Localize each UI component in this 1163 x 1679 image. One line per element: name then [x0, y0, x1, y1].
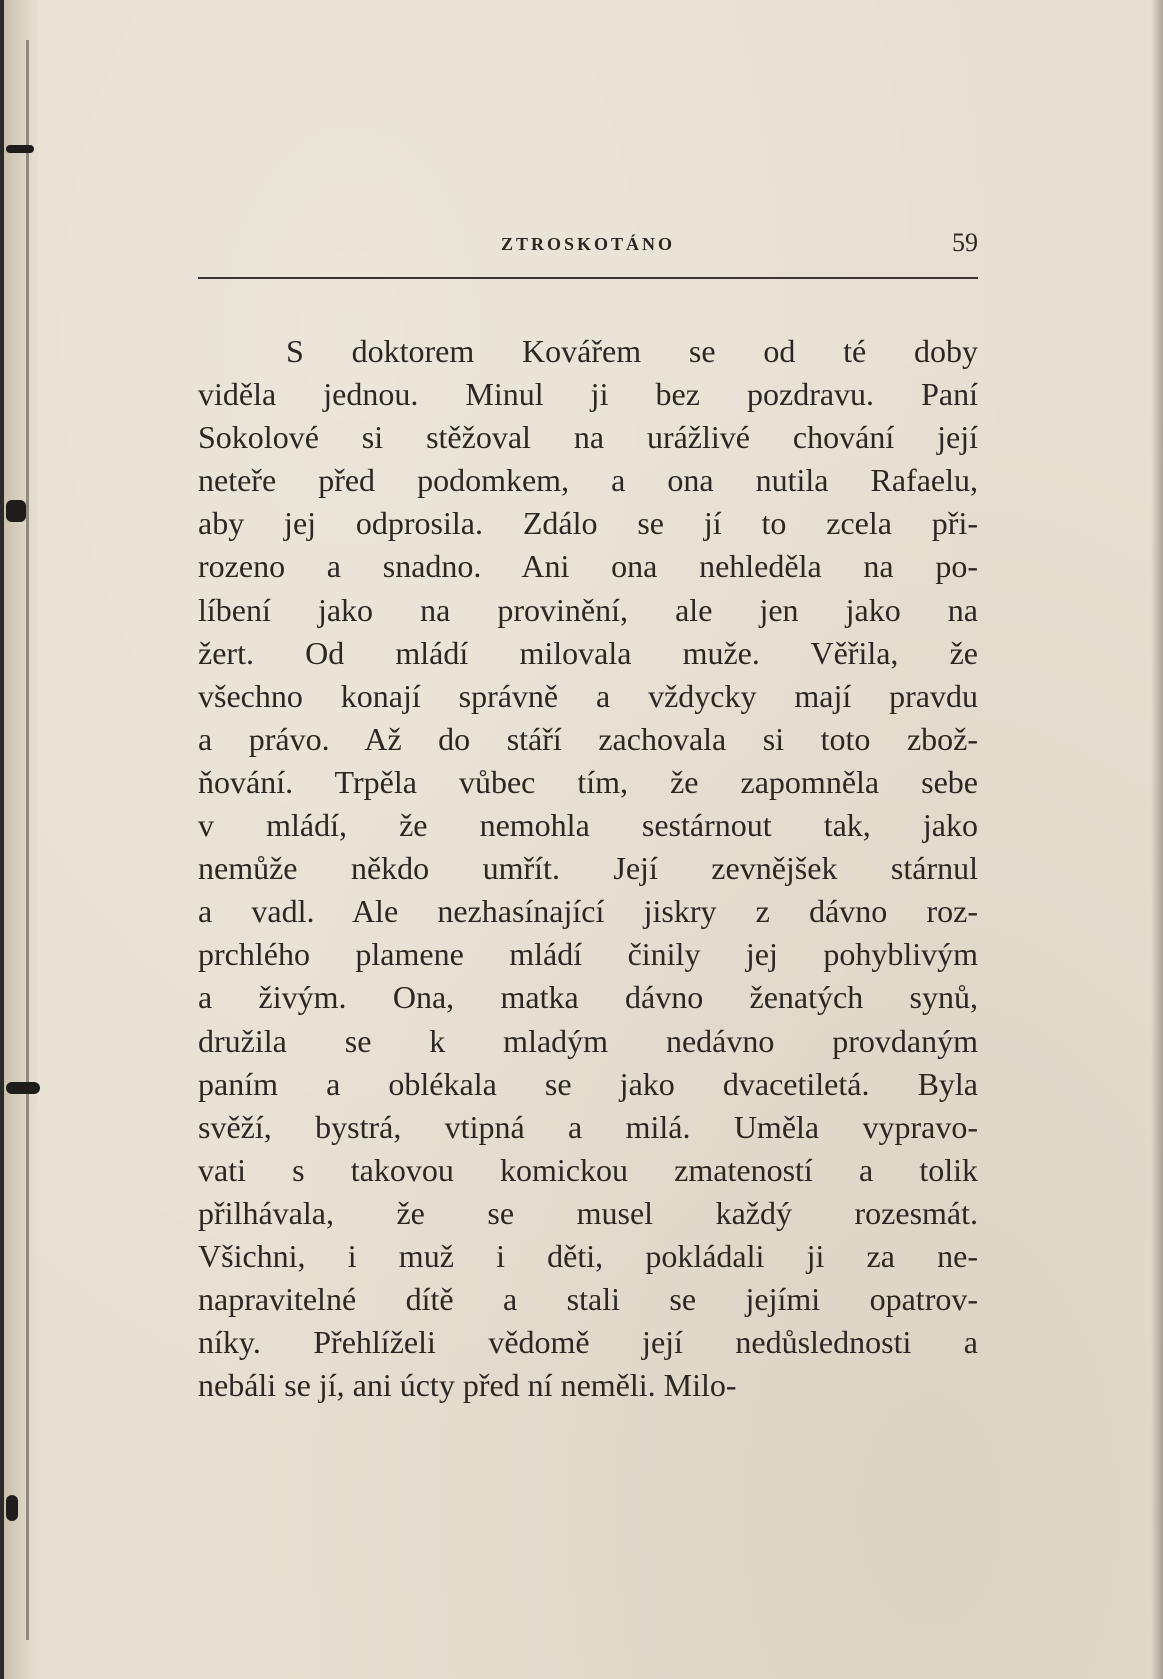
binding-mark	[6, 145, 34, 153]
page-edge-shadow	[1151, 0, 1163, 1679]
binding-mark	[6, 500, 26, 522]
text-line: rozeno a snadno. Ani ona nehleděla na po-	[198, 548, 978, 585]
text-line: líbení jako na provinění, ale jen jako na	[198, 591, 978, 628]
text-line: svěží, bystrá, vtipná a milá. Uměla vypravo-	[198, 1108, 978, 1145]
text-line: Sokolové si stěžoval na urážlivé chování její	[198, 419, 978, 456]
text-line: družila se k mladým nedávno provdaným	[198, 1022, 978, 1059]
text-line: napravitelné dítě a stali se jejími opatrov-	[198, 1281, 978, 1318]
text-line: a vadl. Ale nezhasínající jiskry z dávno roz-	[198, 893, 978, 930]
text-line: nebáli se jí, ani úcty před ní neměli. Milo-	[198, 1367, 737, 1404]
text-line: prchlého plamene mládí činily jej pohyblivým	[198, 936, 978, 973]
text-line: aby jej odprosila. Zdálo se jí to zcela při-	[198, 505, 978, 542]
text-line: paním a oblékala se jako dvacetiletá. Byla	[198, 1065, 978, 1102]
running-title: ZTROSKOTÁNO	[500, 234, 676, 254]
text-line: přilhávala, že se musel každý rozesmát.	[198, 1194, 978, 1231]
text-line: nemůže někdo umřít. Její zevnějšek stárnul	[198, 850, 978, 887]
text-line: neteře před podomkem, a ona nutila Rafaelu,	[198, 462, 978, 499]
page-spine	[4, 0, 38, 1679]
text-line: a živým. Ona, matka dávno ženatých synů,	[198, 979, 978, 1016]
text-line: viděla jednou. Minul ji bez pozdravu. Paní	[198, 376, 978, 413]
text-line: vati s takovou komickou zmateností a tolik	[198, 1151, 978, 1188]
text-line: všechno konají správně a vždycky mají pravdu	[198, 677, 978, 714]
binding-mark	[6, 1495, 18, 1521]
page-number: 59	[952, 228, 978, 257]
header-rule	[198, 277, 978, 279]
text-line: žert. Od mládí milovala muže. Věřila, že	[198, 634, 978, 671]
spine-fold-line	[26, 40, 29, 1640]
text-line: v mládí, že nemohla sestárnout tak, jako	[198, 807, 978, 844]
binding-mark	[6, 1082, 40, 1094]
page-header	[198, 228, 978, 262]
text-line: a právo. Až do stáří zachovala si toto zbož-	[198, 720, 978, 757]
text-line: S doktorem Kovářem se od té doby	[286, 333, 978, 369]
text-line: níky. Přehlíželi vědomě její nedůslednosti a	[198, 1324, 978, 1361]
text-line: Všichni, i muž i děti, pokládali ji za ne-	[198, 1237, 978, 1274]
body-text	[198, 330, 978, 1407]
text-line: ňování. Trpěla vůbec tím, že zapomněla sebe	[198, 763, 978, 800]
